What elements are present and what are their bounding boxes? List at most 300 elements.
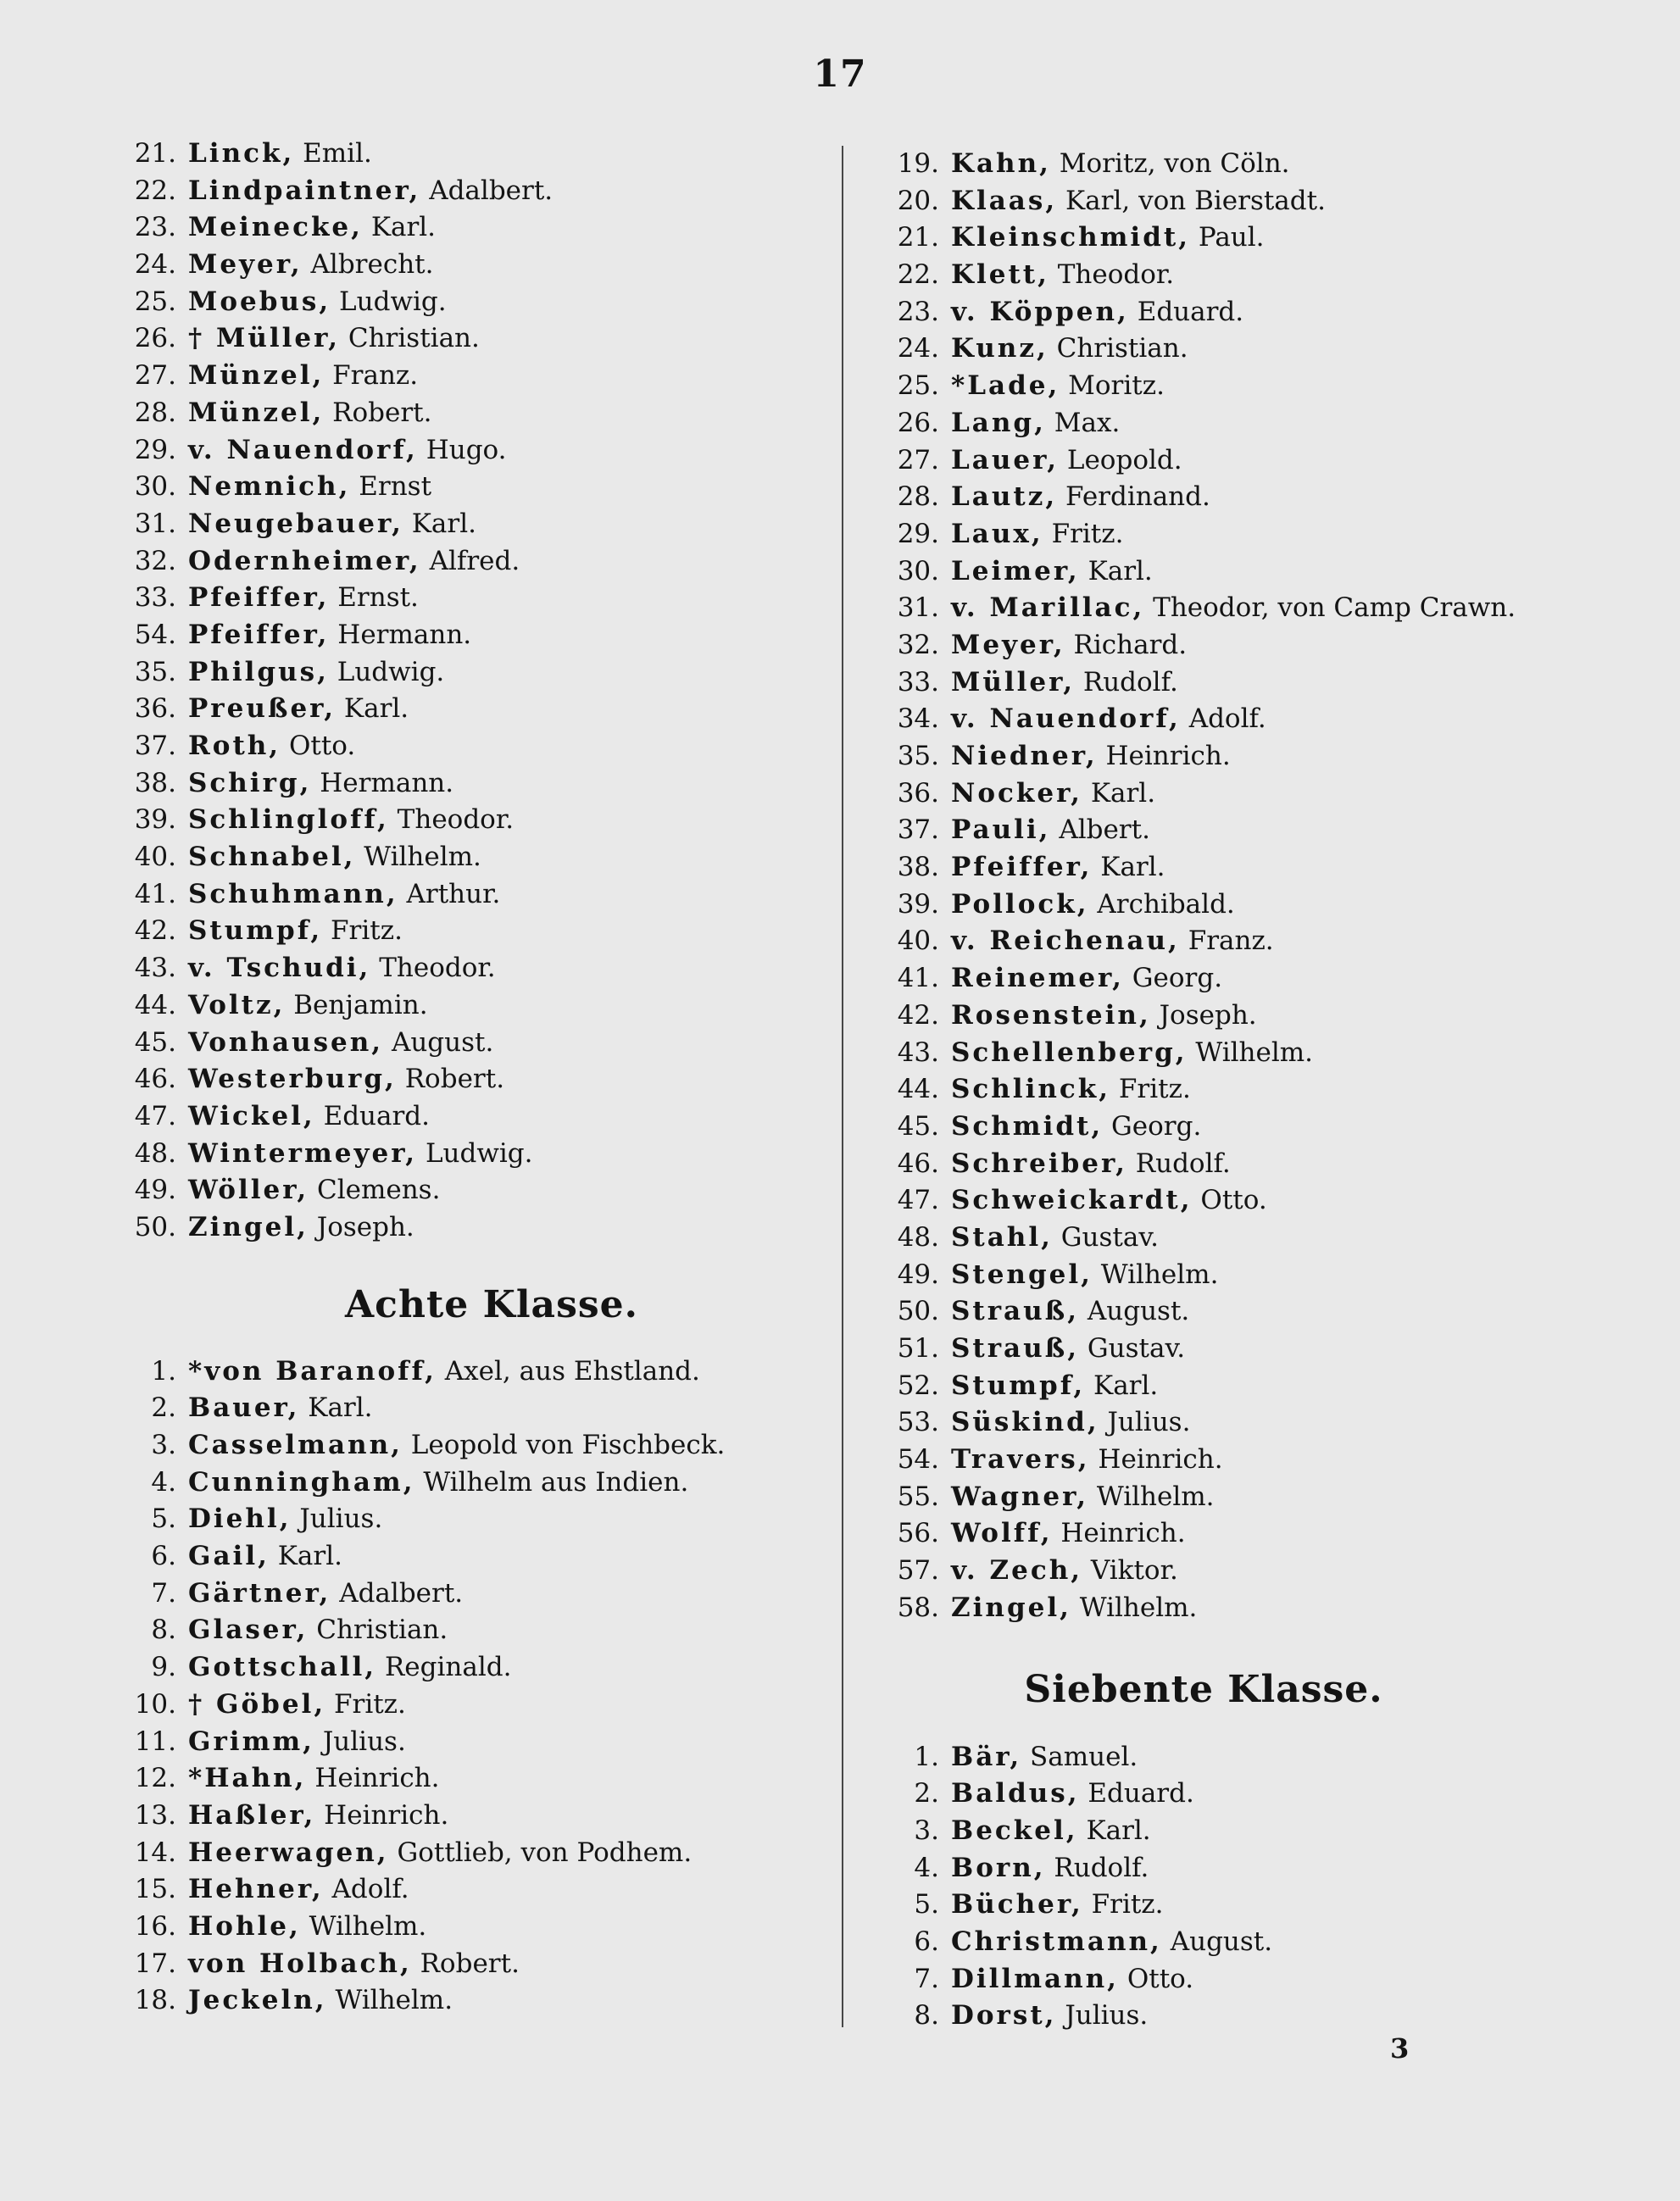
list-item: [119, 1501, 814, 1538]
entry-number: 36.: [134, 693, 176, 725]
entry-number: 26.: [134, 323, 176, 354]
list-item: [882, 368, 1610, 405]
entry-given-name: Joseph.: [316, 1211, 414, 1242]
entry-surname: Wöller,: [188, 1175, 309, 1206]
entry-surname: Hehner,: [188, 1874, 324, 1905]
list-item: [882, 1442, 1610, 1479]
entry-number: 25.: [897, 370, 939, 402]
entry-number: 7.: [151, 1577, 176, 1609]
list-item: [119, 765, 814, 803]
entry-surname: Grimm,: [188, 1726, 314, 1757]
list-item: [882, 1293, 1610, 1331]
entry-surname: Stumpf,: [951, 1370, 1086, 1401]
list-item: [882, 1220, 1610, 1257]
list-item: [882, 257, 1610, 294]
entry-given-name: Theodor, von Camp Crawn.: [1153, 592, 1516, 624]
entry-number: 40.: [897, 925, 939, 957]
list-item: [882, 923, 1610, 960]
entry-surname: Klaas,: [951, 185, 1058, 216]
entry-number: 7.: [914, 1963, 939, 1994]
entry-given-name: Heinrich.: [1060, 1518, 1186, 1549]
entry-given-name: Wilhelm.: [1079, 1592, 1198, 1623]
list-item: [119, 136, 814, 173]
list-item: [882, 627, 1610, 664]
entry-number: 4.: [151, 1466, 176, 1498]
entry-surname: Roth,: [188, 731, 281, 761]
entry-given-name: Theodor.: [379, 953, 496, 984]
list-item: [119, 987, 814, 1025]
entry-number: 5.: [151, 1503, 176, 1535]
list-item: [119, 839, 814, 876]
entry-number: 56.: [897, 1518, 939, 1549]
list-item: [119, 728, 814, 765]
list-item: [119, 1025, 814, 1062]
entry-given-name: Eduard.: [1088, 1778, 1194, 1809]
list-item: [882, 1998, 1610, 2035]
list-item: [119, 395, 814, 432]
entry-number: 17.: [134, 1948, 176, 1979]
entry-given-name: Max.: [1054, 407, 1121, 438]
entry-given-name: Franz.: [332, 360, 419, 392]
entry-number: 6.: [151, 1541, 176, 1572]
entry-surname: *Hahn,: [188, 1763, 307, 1794]
entry-surname: Niedner,: [951, 741, 1098, 771]
entry-number: 21.: [897, 222, 939, 253]
entry-surname: Casselmann,: [188, 1430, 403, 1460]
entry-number: 19.: [897, 148, 939, 179]
list-item: [882, 1553, 1610, 1590]
entry-given-name: Ludwig.: [337, 656, 445, 687]
entry-given-name: Reginald.: [384, 1652, 512, 1683]
entry-surname: Gail,: [188, 1541, 270, 1572]
entry-given-name: Fritz.: [333, 1688, 406, 1720]
list-item: [882, 998, 1610, 1035]
entry-given-name: Albert.: [1059, 814, 1150, 846]
entry-surname: Pfeiffer,: [951, 852, 1093, 883]
entry-number: 54.: [897, 1444, 939, 1476]
entry-given-name: Ludwig.: [339, 286, 447, 317]
list-item: [882, 1813, 1610, 1850]
entry-given-name: Archibald.: [1097, 888, 1235, 920]
list-item: [882, 960, 1610, 998]
entry-number: 52.: [897, 1370, 939, 1401]
entry-number: 21.: [134, 138, 176, 169]
entry-number: 35.: [897, 741, 939, 771]
entry-surname: von Holbach,: [188, 1948, 412, 1979]
entry-given-name: Georg.: [1132, 963, 1223, 994]
student-list-right-b: [882, 1739, 1610, 2036]
entry-number: 13.: [134, 1799, 176, 1831]
entry-given-name: Ferdinand.: [1065, 481, 1210, 513]
entry-number: 26.: [897, 407, 939, 438]
list-item: [882, 590, 1610, 627]
entry-surname: v. Marillac,: [951, 592, 1145, 624]
entry-surname: Süskind,: [951, 1407, 1099, 1438]
entry-surname: Wolff,: [951, 1518, 1053, 1549]
entry-number: 24.: [897, 333, 939, 364]
entry-surname: Meinecke,: [188, 212, 363, 243]
list-item: [882, 553, 1610, 591]
list-item: [119, 950, 814, 987]
entry-number: 31.: [134, 508, 176, 539]
list-item: [882, 1924, 1610, 1961]
entry-number: 31.: [897, 592, 939, 624]
list-item: [119, 580, 814, 617]
list-item: [119, 1982, 814, 2020]
list-item: [882, 479, 1610, 516]
entry-number: 37.: [897, 814, 939, 846]
entry-number: 6.: [914, 1926, 939, 1957]
list-item: [882, 887, 1610, 924]
entry-given-name: Alfred.: [429, 545, 520, 576]
entry-given-name: Fritz.: [331, 915, 403, 947]
entry-given-name: Julius.: [1107, 1407, 1191, 1438]
printer-signature-mark: 3: [1390, 2032, 1410, 2065]
entry-number: 55.: [897, 1481, 939, 1512]
list-item: [882, 1182, 1610, 1220]
entry-surname: Leimer,: [951, 555, 1080, 586]
list-item: [119, 284, 814, 321]
entry-given-name: Hermann.: [337, 619, 472, 650]
entry-number: 3.: [151, 1430, 176, 1460]
entry-given-name: Karl.: [343, 693, 409, 725]
entry-given-name: Joseph.: [1159, 999, 1257, 1031]
entry-number: 3.: [914, 1815, 939, 1846]
entry-given-name: Fritz.: [1118, 1074, 1191, 1105]
entry-number: 22.: [897, 259, 939, 291]
entry-given-name: Wilhelm.: [1100, 1259, 1219, 1290]
entry-given-name: Georg.: [1111, 1110, 1202, 1142]
entry-given-name: Theodor.: [1057, 259, 1175, 291]
entry-surname: Kleinschmidt,: [951, 222, 1190, 253]
entry-surname: Christmann,: [951, 1926, 1162, 1957]
entry-surname: Wintermeyer,: [188, 1137, 418, 1169]
list-item: [882, 1479, 1610, 1516]
entry-given-name: Julius.: [1065, 2000, 1149, 2031]
entry-surname: Dillmann,: [951, 1963, 1119, 1994]
entry-number: 9.: [151, 1652, 176, 1683]
entry-surname: Kahn,: [951, 148, 1051, 179]
entry-given-name: Karl.: [411, 508, 476, 539]
entry-number: 43.: [897, 1037, 939, 1068]
list-item: [119, 1909, 814, 1946]
entry-surname: Laux,: [951, 518, 1043, 549]
entry-given-name: Karl, von Bierstadt.: [1065, 185, 1326, 216]
entry-given-name: Heinrich.: [1098, 1444, 1223, 1476]
list-item: [882, 1331, 1610, 1368]
list-item: [119, 1172, 814, 1209]
entry-surname: Schreiber,: [951, 1148, 1127, 1179]
entry-surname: Neugebauer,: [188, 508, 403, 539]
entry-given-name: Ernst: [359, 471, 432, 503]
entry-surname: † Göbel,: [188, 1688, 326, 1720]
entry-number: 10.: [134, 1688, 176, 1720]
entry-surname: Reinemer,: [951, 963, 1124, 994]
entry-number: 32.: [134, 545, 176, 576]
entry-given-name: Karl.: [370, 212, 437, 243]
entry-given-name: Adolf.: [331, 1874, 409, 1905]
entry-surname: Zingel,: [951, 1592, 1071, 1623]
entry-surname: Klett,: [951, 259, 1049, 291]
entry-number: 37.: [134, 731, 176, 761]
entry-given-name: Franz.: [1188, 925, 1274, 957]
entry-given-name: Rudolf.: [1135, 1148, 1231, 1179]
entry-surname: Nemnich,: [188, 471, 351, 503]
entry-given-name: Otto.: [1200, 1185, 1267, 1216]
list-item: [119, 1353, 814, 1391]
entry-surname: Strauß,: [951, 1333, 1080, 1364]
list-item: [882, 1887, 1610, 1924]
list-item: [119, 469, 814, 506]
entry-surname: Schweickardt,: [951, 1185, 1193, 1216]
list-item: [882, 1109, 1610, 1146]
entry-surname: Voltz,: [188, 989, 286, 1020]
list-item: [119, 543, 814, 581]
entry-number: 41.: [897, 963, 939, 994]
entry-surname: Schlingloff,: [188, 804, 389, 836]
entry-surname: Baldus,: [951, 1778, 1080, 1809]
entry-given-name: August.: [1170, 1926, 1273, 1957]
entry-number: 30.: [134, 471, 176, 503]
list-item: [119, 1061, 814, 1098]
entry-given-name: Wilhelm.: [1096, 1481, 1215, 1512]
list-item: [119, 876, 814, 914]
list-item: [119, 1724, 814, 1761]
list-item: [119, 247, 814, 284]
entry-given-name: August.: [1087, 1296, 1190, 1327]
entry-number: 27.: [897, 444, 939, 475]
entry-number: 40.: [134, 842, 176, 873]
entry-number: 33.: [897, 666, 939, 698]
entry-surname: Kunz,: [951, 333, 1049, 364]
entry-number: 23.: [897, 296, 939, 327]
entry-surname: Pfeiffer,: [188, 619, 330, 650]
entry-number: 15.: [134, 1874, 176, 1905]
entry-surname: Moebus,: [188, 286, 331, 317]
entry-number: 11.: [134, 1726, 176, 1757]
entry-number: 29.: [897, 518, 939, 549]
list-item: [119, 1465, 814, 1502]
entry-number: 54.: [134, 619, 176, 650]
entry-surname: Schmidt,: [951, 1110, 1104, 1142]
entry-given-name: Moritz.: [1068, 370, 1165, 402]
entry-given-name: Clemens.: [316, 1175, 441, 1206]
entry-given-name: Ernst.: [337, 582, 419, 614]
entry-number: 24.: [134, 249, 176, 281]
entry-number: 20.: [897, 185, 939, 216]
entry-given-name: Wilhelm.: [335, 1985, 453, 2016]
entry-surname: Odernheimer,: [188, 545, 421, 576]
entry-given-name: Christian.: [348, 323, 480, 354]
list-item: [882, 1850, 1610, 1887]
entry-number: 58.: [897, 1592, 939, 1623]
entry-surname: Preußer,: [188, 693, 337, 725]
entry-surname: Hohle,: [188, 1910, 301, 1942]
entry-number: 22.: [134, 175, 176, 206]
entry-given-name: Gustav.: [1087, 1333, 1186, 1364]
entry-given-name: Adalbert.: [339, 1577, 464, 1609]
entry-surname: Münzel,: [188, 397, 325, 428]
entry-given-name: Gottlieb, von Podhem.: [397, 1837, 693, 1868]
entry-given-name: Wilhelm.: [1195, 1037, 1314, 1068]
list-item: [119, 173, 814, 210]
entry-surname: Stumpf,: [188, 915, 323, 947]
entry-surname: Glaser,: [188, 1615, 309, 1646]
entry-given-name: Axel, aus Ehstland.: [444, 1355, 700, 1387]
right-column: [882, 146, 1610, 2035]
entry-surname: Linck,: [188, 138, 295, 169]
entry-surname: Lautz,: [951, 481, 1058, 513]
list-item: [119, 1576, 814, 1613]
list-item: [119, 1209, 814, 1247]
entry-given-name: Adalbert.: [429, 175, 554, 206]
list-item: [119, 320, 814, 358]
entry-given-name: Robert.: [404, 1064, 505, 1095]
entry-number: 47.: [134, 1100, 176, 1131]
entry-number: 46.: [134, 1064, 176, 1095]
list-item: [119, 1390, 814, 1427]
entry-number: 46.: [897, 1148, 939, 1179]
list-item: [882, 701, 1610, 738]
entry-number: 44.: [897, 1074, 939, 1105]
entry-surname: Schirg,: [188, 767, 312, 798]
entry-given-name: Benjamin.: [293, 989, 428, 1020]
entry-surname: Meyer,: [188, 249, 303, 281]
list-item: [882, 738, 1610, 775]
list-item: [119, 1538, 814, 1576]
entry-number: 29.: [134, 434, 176, 465]
list-item: [119, 506, 814, 543]
list-item: [119, 1871, 814, 1909]
entry-surname: Haßler,: [188, 1799, 316, 1831]
entry-surname: Travers,: [951, 1444, 1090, 1476]
list-item: [882, 1590, 1610, 1627]
entry-given-name: Hugo.: [426, 434, 507, 465]
entry-number: 8.: [151, 1615, 176, 1646]
list-item: [882, 664, 1610, 702]
entry-number: 34.: [897, 703, 939, 735]
entry-surname: Pauli,: [951, 814, 1051, 846]
entry-surname: Philgus,: [188, 656, 329, 687]
entry-number: 57.: [897, 1555, 939, 1587]
entry-given-name: August.: [391, 1026, 494, 1058]
entry-surname: *Lade,: [951, 370, 1060, 402]
entry-number: 45.: [897, 1110, 939, 1142]
entry-number: 50.: [134, 1211, 176, 1242]
entry-given-name: Heinrich.: [1105, 741, 1231, 771]
entry-surname: Schnabel,: [188, 842, 356, 873]
entry-number: 23.: [134, 212, 176, 243]
entry-surname: v. Nauendorf,: [188, 434, 418, 465]
entry-number: 5.: [914, 1889, 939, 1920]
list-item: [119, 1687, 814, 1724]
list-item: [882, 812, 1610, 849]
entry-given-name: Samuel.: [1030, 1741, 1138, 1772]
list-item: [119, 617, 814, 654]
entry-number: 44.: [134, 989, 176, 1020]
entry-given-name: Robert.: [420, 1948, 520, 1979]
page-number: 17: [813, 53, 867, 96]
entry-given-name: Hermann.: [320, 767, 454, 798]
entry-number: 45.: [134, 1026, 176, 1058]
entry-given-name: Theodor.: [397, 804, 515, 836]
entry-given-name: Karl.: [1100, 852, 1165, 883]
entry-given-name: Julius.: [322, 1726, 406, 1757]
entry-number: 28.: [897, 481, 939, 513]
entry-surname: Stahl,: [951, 1221, 1053, 1253]
entry-number: 43.: [134, 953, 176, 984]
list-item: [119, 1798, 814, 1835]
list-item: [119, 1649, 814, 1687]
entry-given-name: Paul.: [1198, 222, 1265, 253]
class-heading-achte: Achte Klasse.: [345, 1282, 638, 1326]
entry-number: 8.: [914, 2000, 939, 2031]
entry-given-name: Ludwig.: [425, 1137, 533, 1169]
list-item: [119, 432, 814, 470]
entry-surname: Born,: [951, 1852, 1046, 1883]
entry-number: 28.: [134, 397, 176, 428]
entry-given-name: Wilhelm.: [309, 1910, 427, 1942]
list-item: [882, 516, 1610, 553]
entry-surname: Stengel,: [951, 1259, 1093, 1290]
entry-given-name: Adolf.: [1188, 703, 1266, 735]
entry-number: 32.: [897, 629, 939, 660]
entry-given-name: Karl.: [1088, 555, 1153, 586]
entry-surname: Jeckeln,: [188, 1985, 327, 2016]
entry-given-name: Viktor.: [1090, 1555, 1178, 1587]
entry-surname: v. Köppen,: [951, 296, 1129, 327]
class-heading-siebente: Siebente Klasse.: [1024, 1667, 1383, 1711]
list-item: [119, 358, 814, 395]
entry-number: 49.: [134, 1175, 176, 1206]
entry-surname: Gottschall,: [188, 1652, 377, 1683]
entry-surname: Diehl,: [188, 1503, 292, 1535]
entry-given-name: Heinrich.: [314, 1763, 440, 1794]
entry-surname: Strauß,: [951, 1296, 1080, 1327]
entry-number: 30.: [897, 555, 939, 586]
entry-number: 48.: [897, 1221, 939, 1253]
entry-given-name: Karl.: [277, 1541, 342, 1572]
entry-surname: Vonhausen,: [188, 1026, 384, 1058]
entry-surname: Dorst,: [951, 2000, 1057, 2031]
student-list-right-a: [882, 146, 1610, 1627]
entry-given-name: Albrecht.: [310, 249, 434, 281]
list-item: [119, 1136, 814, 1173]
entry-number: 42.: [897, 999, 939, 1031]
entry-surname: v. Tschudi,: [188, 953, 371, 984]
entry-number: 53.: [897, 1407, 939, 1438]
entry-given-name: Emil.: [303, 138, 372, 169]
entry-number: 38.: [134, 767, 176, 798]
entry-given-name: Otto.: [1126, 1963, 1194, 1994]
list-item: [882, 220, 1610, 257]
entry-given-name: Rudolf.: [1054, 1852, 1149, 1883]
entry-number: 1.: [914, 1741, 939, 1772]
entry-surname: Lindpaintner,: [188, 175, 421, 206]
entry-number: 2.: [151, 1392, 176, 1424]
entry-surname: Beckel,: [951, 1815, 1078, 1846]
list-item: [882, 1739, 1610, 1776]
entry-given-name: Christian.: [316, 1615, 448, 1646]
entry-given-name: Eduard.: [1137, 296, 1244, 327]
list-item: [882, 1071, 1610, 1109]
entry-number: 4.: [914, 1852, 939, 1883]
entry-surname: Wagner,: [951, 1481, 1089, 1512]
list-item: [119, 1760, 814, 1798]
entry-number: 48.: [134, 1137, 176, 1169]
entry-number: 42.: [134, 915, 176, 947]
student-list-left-b: [119, 1353, 814, 2020]
